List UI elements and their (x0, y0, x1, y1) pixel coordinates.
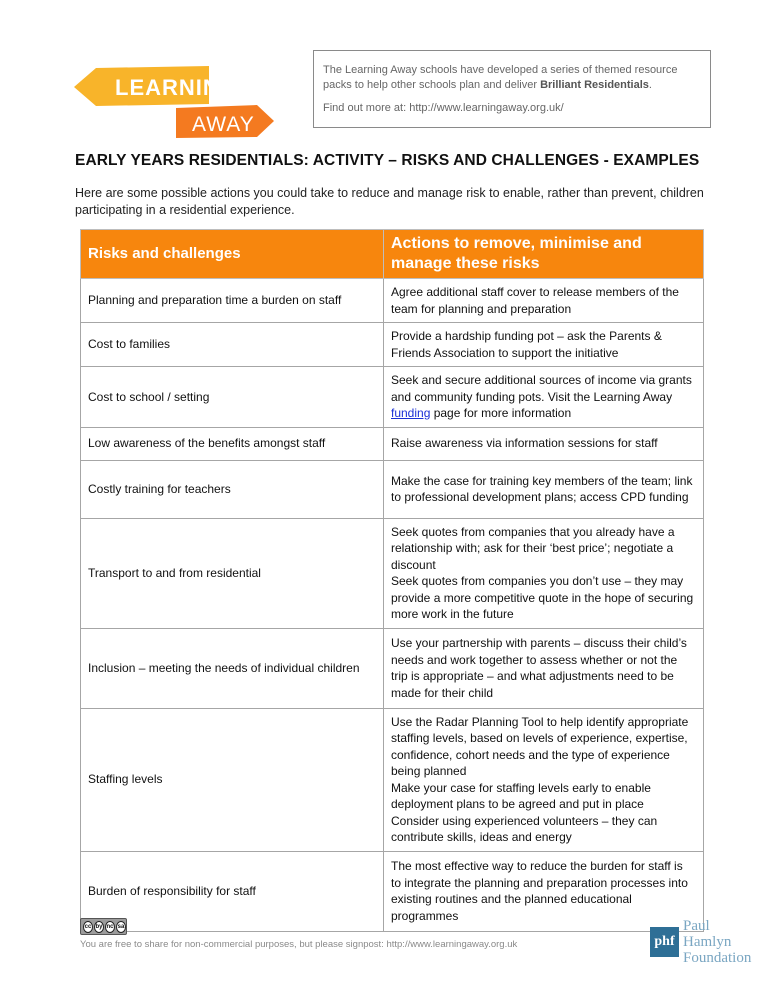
action-text: Seek and secure additional sources of income via grants and community funding pots. Visit the Learning Away (391, 373, 692, 404)
resource-pack-info-box (313, 50, 711, 128)
table-row (81, 323, 704, 367)
risk-cell: Low awareness of the benefits amongst staff (81, 427, 384, 460)
paul-hamlyn-foundation-logo (650, 918, 754, 966)
risk-cell: Inclusion – meeting the needs of individual children (81, 628, 384, 708)
action-line: Agree additional staff cover to release members of the team for planning and preparation (391, 285, 679, 316)
risk-cell: Staffing levels (81, 708, 384, 851)
intro-paragraph: Here are some possible actions you could take to reduce and manage risk to enable, rather than prevent, children participating in a residential experience. (75, 186, 704, 217)
action-line: Consider using experienced volunteers – they can contribute skills, ideas and energy (391, 813, 658, 844)
page-title: EARLY YEARS RESIDENTIALS: ACTIVITY – RISKS AND CHALLENGES - EXAMPLES (75, 152, 700, 169)
action-line: Raise awareness via information sessions for staff (391, 436, 658, 451)
table-row (81, 628, 704, 708)
info-text: The Learning Away schools have developed a series of themed resource packs to help other schools plan and deliver (323, 64, 678, 91)
risk-cell: Cost to school / setting (81, 367, 384, 428)
phf-mark: phf (650, 927, 679, 957)
info-bold-text: Brilliant Residentials (540, 79, 649, 91)
action-text-end: page for more information (430, 406, 572, 420)
action-line: The most effective way to reduce the burden for staff is to integrate the planning and preparation processes into existing routines and the planned educational programmes (391, 859, 688, 923)
info-find-more: Find out more at: http://www.learningaway.org.uk/ (323, 102, 564, 114)
header-risks: Risks and challenges (81, 230, 384, 279)
header-actions: Actions to remove, minimise and manage these risks (384, 230, 704, 279)
nc-icon: nc (105, 921, 115, 933)
creative-commons-icon (80, 918, 127, 935)
table-row (81, 460, 704, 518)
table-row (81, 708, 704, 851)
action-line: Use your partnership with parents – discuss their child’s needs and work together to assess whether or not the trip is appropriate – and what adjustments need to be made for their child (391, 636, 687, 700)
risk-cell: Costly training for teachers (81, 460, 384, 518)
actions-cell (384, 518, 704, 628)
risk-cell: Burden of responsibility for staff (81, 851, 384, 931)
cc-icon: cc (83, 921, 93, 933)
risk-cell: Transport to and from residential (81, 518, 384, 628)
actions-cell (384, 708, 704, 851)
table-row (81, 279, 704, 323)
action-line: Make the case for training key members of the team; link to professional development plans; access CPD funding (391, 473, 693, 504)
action-line: Make your case for staffing levels early to enable deployment plans to be agreed and put in place (391, 780, 651, 811)
action-line: Seek quotes from companies that you already have a relationship with; ask for their ‘best price’; negotiate a discount (391, 524, 675, 572)
action-line: Provide a hardship funding pot – ask the Parents & Friends Association to support the initiative (391, 329, 662, 360)
risk-cell: Cost to families (81, 323, 384, 367)
sa-icon: sa (116, 921, 126, 933)
actions-cell (384, 279, 704, 323)
logo-text-away: AWAY (192, 113, 255, 136)
license-text: You are free to share for non-commercial purposes, but please signpost: http://www.learningaway.org.uk (80, 939, 518, 950)
action-line: Seek quotes from companies you don’t use – they may provide a more competitive quote in the hope of securing more work in the future (391, 574, 694, 621)
phf-name-line1: Paul Hamlyn (683, 918, 732, 950)
table-row (81, 518, 704, 628)
table-header-row (81, 230, 704, 279)
by-icon: by (94, 921, 104, 933)
phf-name (683, 918, 754, 966)
table-row (81, 367, 704, 428)
risks-table (80, 229, 704, 932)
actions-cell (384, 427, 704, 460)
table-row (81, 851, 704, 931)
funding-link[interactable]: funding (391, 406, 431, 420)
actions-cell (384, 628, 704, 708)
table-row (81, 427, 704, 460)
info-description (323, 63, 700, 93)
phf-name-line2: Foundation (683, 950, 752, 966)
actions-cell (384, 460, 704, 518)
risk-cell: Planning and preparation time a burden on staff (81, 279, 384, 323)
learning-away-logo (74, 62, 284, 142)
info-text-end: . (648, 79, 652, 91)
logo-text-learning: LEARNING (115, 75, 238, 100)
action-line: Use the Radar Planning Tool to help identify appropriate staffing levels, based on levels of experience, expertise, confidence, cohort needs and the type of experience being planned (391, 714, 689, 778)
actions-cell (384, 367, 704, 428)
actions-cell (384, 323, 704, 367)
